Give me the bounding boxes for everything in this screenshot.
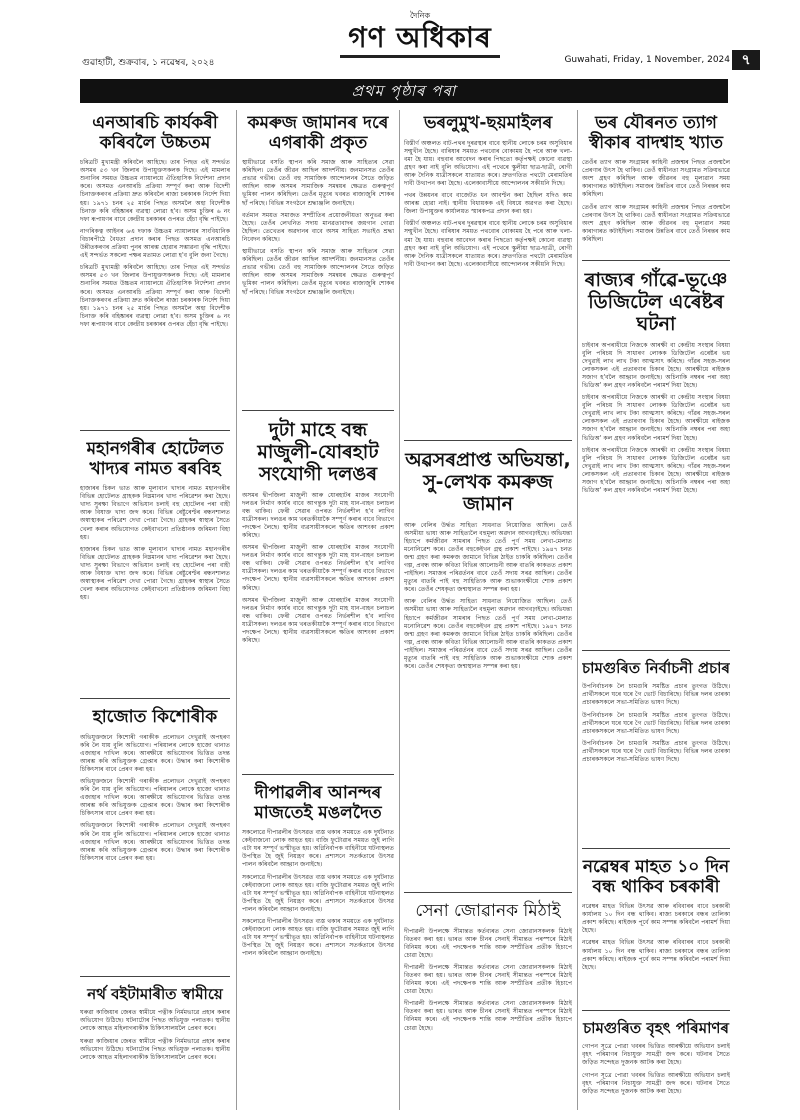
article-bharalumukh [404, 110, 572, 438]
headline-holidays[interactable]: নৱেম্বৰ মাহত ১০ দিন বন্ধ থাকিব চৰকাৰী [582, 857, 730, 897]
article-text: বৰ্তমান সময়ত সমাজত সম্প্ৰীতিৰ প্ৰয়োজনীয়তা অনুভৱ কৰা হৈছে। তেওঁৰ লেখনিত সদায় মানৱতাবাদৰ জয়গান গোৱা হৈছিল। তেখেতৰ অৱদানৰ বাবে অসম সাহিত্য সভাইও শ্ৰদ্ধা নিবেদন কৰিছে। [242, 211, 394, 243]
column-1 [80, 110, 230, 1110]
article-text: নৱেম্বৰ মাহত বিভিন্ন উৎসৱ আৰু ৰবিবাৰৰ বাবে চৰকাৰী কাৰ্যালয় ১০ দিন বন্ধ থাকিব। ৰাজ্য চৰকাৰে বন্ধৰ তালিকা প্ৰকাশ কৰিছে। ৰাইজক পূৰ্বে কাম সম্পন্ন কৰিবলৈ পৰামৰ্শ দিয়া হৈছে। [582, 903, 730, 935]
article-text: দীপাৱলী উপলক্ষে সীমান্তত কৰ্তব্যৰত সেনা জোৱানসকলক মিঠাই বিতৰণ কৰা হয়। ভাৰত আৰু চীনৰ সেনাই সীমান্তত পৰস্পৰে মিঠাই বিনিময় কৰে। এই পদক্ষেপক শান্তি আৰু সম্প্ৰীতিৰ প্ৰতীক হিচাপে চোৱা হৈছে। [404, 963, 572, 996]
headline-majuli-bridge[interactable]: দুটা মাহে বন্ধ মাজুলী-যোৰহাট সংযোগী দলঙৰ [257, 419, 379, 485]
column-rule [577, 110, 578, 1110]
headline-chamaguri-seizure[interactable]: চামগুৰিত বৃহৎ পৰিমাণৰ [583, 1019, 729, 1037]
article-text: দীপাৱলী উপলক্ষে সীমান্তত কৰ্তব্যৰত সেনা জোৱানসকলক মিঠাই বিতৰণ কৰা হয়। ভাৰত আৰু চীনৰ সেনাই সীমান্তত পৰস্পৰে মিঠাই বিনিময় কৰে। এই পদক্ষেপক শান্তি আৰু সম্প্ৰীতিৰ প্ৰতীক হিচাপে চোৱা হৈছে। [404, 927, 572, 959]
article-chamaguri-campaign [582, 656, 730, 846]
article-text: বিস্তীৰ্ণ অঞ্চলত বাট-পথৰ দুৰৱস্থাৰ বাবে স্থানীয় লোকে চৰম অসুবিধাৰ সন্মুখীন হৈছে। বাৰিষাৰ সময়ত পথবোৰ বোকাময় হৈ পৰে আৰু খলা-বমা হৈ যায়। বহুবাৰ আবেদন কৰাৰ পিছতো কৰ্তৃপক্ষই কোনো ব্যৱস্থা গ্ৰহণ কৰা নাই বুলি অভিযোগ। এই পথেৰে স্কুলীয়া ছাত্ৰ-ছাত্ৰী, ৰোগী আৰু দৈনিক যাত্ৰীসকলে যাতায়ত কৰে। দ্ৰুতগতিত পথটো মেৰামতিৰ দাবী উত্থাপন কৰা হৈছে। এলেকাবাসীয়ে আন্দোলনৰ সকীয়নি দিছে। [404, 139, 572, 188]
headline-hotel[interactable]: মহানগৰীৰ হোটেলত খাদ্যৰ নামত ৰৰবিহ [86, 439, 224, 479]
logo-main-text: গণ অধিকাৰ [348, 21, 492, 54]
masthead [0, 0, 800, 72]
divider [404, 440, 572, 441]
article-text: দীপাৱলী উপলক্ষে সীমান্তত কৰ্তব্যৰত সেনা জোৱানসকলক মিঠাই বিতৰণ কৰা হয়। ভাৰত আৰু চীনৰ সেনাই সীমান্তত পৰস্পৰে মিঠাই বিনিময় কৰে। এই পদক্ষেপক শান্তি আৰু সম্প্ৰীতিৰ প্ৰতীক হিচাপে চোৱা হৈছে। [404, 1000, 572, 1032]
column-rule [236, 110, 237, 1110]
article-text: অভিযুক্তজনে কিশোৰী গৰাকীক প্ৰলোভন দেখুৱাই অপহৰণ কৰি লৈ যায় বুলি অভিযোগ। পৰিয়ালৰ লোকে হাজো থানাত এজাহাৰ দাখিল কৰে। আৰক্ষীয়ে অভিযোগৰ ভিত্তিত তদন্ত আৰম্ভ কৰি অভিযুক্তক গ্ৰেপ্তাৰ কৰে। উদ্ধাৰ কৰা কিশোৰীক চিকিৎসাৰ বাবে প্ৰেৰণ কৰা হয়। [80, 822, 230, 862]
article-text: পথৰ উন্নয়নৰ বাবে বাজেটত ধন আবণ্টন কৰা হৈছিল যদিও কাম আৰম্ভ হোৱা নাই। স্থানীয় বিধায়কক এই বিষয়ে অৱগত কৰা হৈছে। জিলা উপায়ুক্তৰ কাৰ্যালয়ত স্মাৰকপত্ৰ প্ৰদান কৰা হয়। [404, 192, 572, 216]
article-text: চাইবাৰ অপৰাধীয়ে নিজকে আৰক্ষী বা কেন্দ্ৰীয় সংস্থাৰ বিষয়া বুলি পৰিচয় দি সাধাৰণ লোকক ডিজিটেল এৰেষ্টৰ ভয় দেখুৱাই লাখ লাখ টকা আত্মসাৎ কৰিছে। গাঁৱৰ সহজ-সৰল লোকসকল এই প্ৰতাৰণাৰ চিকাৰ হৈছে। আৰক্ষীয়ে ৰাইজক সজাগ হ'বলৈ আহ্বান জনাইছে। অচিনাকি নম্বৰৰ পৰা অহা ভিডিঅ' কল গ্ৰহণ নকৰিবলৈ পৰামৰ্শ দিয়া হৈছে। [582, 446, 730, 495]
article-text: আৰু বেলিৰ উৰ্দ্ধত সাহিত্য সাধনাত নিয়োজিত আছিল। তেওঁ অসমীয়া ভাষা আৰু সাহিত্যলৈ বহুমূল্য অৱদান আগবঢ়াইছে। অভিযন্তা হিচাপে কৰ্মজীৱন সামৰাৰ পিছত তেওঁ পূৰ্ণ সময় লেখা-মেলাত মনোনিৱেশ কৰে। তেওঁৰ বহুকেইখন গ্ৰন্থ প্ৰকাশ পাইছে। ১৯৪৭ চনত জন্ম গ্ৰহণ কৰা কমৰুজ জামানে বিভিন্ন ঠাইত চাকৰি কৰিছিল। তেওঁৰ গল্প, প্ৰবন্ধ আৰু কবিতা বিভিন্ন আলোচনী আৰু বাতৰি কাকতত প্ৰকাশ পাইছিল। সমাজৰ পৰিৱৰ্তনৰ বাবে তেওঁ সদায় সৰৱ আছিল। তেওঁৰ মৃত্যুৰ বাতৰি পাই বহু সাহিত্যিক আৰু শুভাকাংক্ষীয়ে শোক প্ৰকাশ কৰে। তেওঁৰ শেষকৃত্য জন্মস্থানত সম্পন্ন কৰা হয়। [404, 521, 572, 594]
article-text: নাগৰিকত্ব আইনৰ ৬এ দফাক উচ্চতম ন্যায়ালয়ৰ সাংবিধানিক বিচাৰপীঠে বৈধতা প্ৰদান কৰাৰ পিছত অসমত এনআৰচি উন্নীতকৰণৰ প্ৰক্ৰিয়া পুনৰ আৰম্ভ হোৱাৰ সম্ভাৱনা বৃদ্ধি পাইছে। এই সন্দৰ্ভত সকলো পক্ষৰ মতামত লোৱা হ'ব বুলি জনা গৈছে। [80, 227, 230, 260]
article-text: সকলোৱে দীপাৱলীৰ উৎসৱত ব্যস্ত থকাৰ সময়তে এক দুৰ্ঘটনাত কেইবাজনো লোক আহত হয়। বাজি ফুটোৱাৰ সময়ত জুই লাগি এটা ঘৰ সম্পূৰ্ণ ভস্মীভূত হয়। অগ্নিনিৰ্বাপক বাহিনীয়ে ঘটনাস্থলত উপস্থিত হৈ জুই নিয়ন্ত্ৰণ কৰে। প্ৰশাসনে সতৰ্কতাৰে উৎসৱ পালন কৰিবলৈ আহ্বান জনাইছে। [242, 873, 394, 913]
article-digital-arrest [582, 266, 730, 648]
article-text: নৱেম্বৰ মাহত বিভিন্ন উৎসৱ আৰু ৰবিবাৰৰ বাবে চৰকাৰী কাৰ্যালয় ১০ দিন বন্ধ থাকিব। ৰাজ্য চৰকাৰে বন্ধৰ তালিকা প্ৰকাশ কৰিছে। ৰাইজক পূৰ্বে কাম সম্পন্ন কৰিবলৈ পৰামৰ্শ দিয়া হৈছে। [582, 939, 730, 971]
article-text: হাজাৰৰ চিকন ভাত আৰু মূল্যবান খাদ্যৰ নামত মহানগৰীৰ বিভিন্ন হোটেলত গ্ৰাহকক নিম্নমানৰ খাদ্য পৰিৱেশন কৰা হৈছে। খাদ্য সুৰক্ষা বিভাগে অভিযান চলাই বহু হোটেলৰ পৰা বাহী আৰু বিষাক্ত খাদ্য জব্দ কৰে। বিভিন্ন ৰেষ্টুৰেণ্টৰ ৰন্ধনশালত অস্বাস্থ্যকৰ পৰিৱেশ দেখা পোৱা গৈছে। গ্ৰাহকৰ স্বাস্থ্যৰ সৈতে খেলা কৰাৰ অভিযোগত কেইবাখনো প্ৰতিষ্ঠানক জৰিমনা বিহা হয়। [80, 545, 230, 602]
section-banner: প্ৰথম পৃষ্ঠাৰ পৰা [80, 79, 728, 103]
article-diwali [242, 780, 394, 1110]
article-text: উপনিৰ্বাচনক লৈ চামগুৰি সমষ্টিত প্ৰচাৰ তুংগত উঠিছে। প্ৰাৰ্থীসকলে ঘৰে ঘৰে গৈ ভোট বিচাৰিছে। বিভিন্ন দলৰ তাৰকা প্ৰচাৰকসকলে সভা-সমিতিত ভাষণ দিছে। [582, 683, 730, 707]
article-text: গোপন সূত্ৰে পোৱা খবৰৰ ভিত্তিত আৰক্ষীয়ে অভিযান চলাই বৃহৎ পৰিমাণৰ নিচাযুক্ত সামগ্ৰী জব্দ কৰে। ঘটনাৰ সৈতে জড়িত সন্দেহত দুজনক আটক কৰা হৈছে। [582, 1071, 730, 1095]
article-text: স্থায়ীভাৱে বসতি স্থাপন কৰি সমাজ আৰু সাহিত্যৰ সেৱা কৰিছিল। তেওঁৰ জীৱন আছিল আদৰ্শনীয়। জনমানসত তেওঁৰ প্ৰভাৱ গভীৰ। তেওঁ বহু সামাজিক আন্দোলনৰ সৈতে জড়িত আছিল আৰু অসমৰ সামাজিক সমন্বয়ৰ ক্ষেত্ৰত গুৰুত্বপূৰ্ণ ভূমিকা পালন কৰিছিল। তেওঁৰ মৃত্যুৰ খবৰত ৰাজ্যজুৰি শোকৰ ছাঁ পৰিছে। বিভিন্ন সংগঠনে শ্ৰদ্ধাঞ্জলি জনাইছে। [242, 248, 394, 296]
divider [582, 1010, 730, 1011]
column-rule [399, 110, 400, 1110]
headline-hajo[interactable]: হাজোত কিশোৰীক [92, 707, 218, 727]
article-engineer [404, 446, 572, 890]
article-text: আৰু বেলিৰ উৰ্দ্ধত সাহিত্য সাধনাত নিয়োজিত আছিল। তেওঁ অসমীয়া ভাষা আৰু সাহিত্যলৈ বহুমূল্য অৱদান আগবঢ়াইছে। অভিযন্তা হিচাপে কৰ্মজীৱন সামৰাৰ পিছত তেওঁ পূৰ্ণ সময় লেখা-মেলাত মনোনিৱেশ কৰে। তেওঁৰ বহুকেইখন গ্ৰন্থ প্ৰকাশ পাইছে। ১৯৪৭ চনত জন্ম গ্ৰহণ কৰা কমৰুজ জামানে বিভিন্ন ঠাইত চাকৰি কৰিছিল। তেওঁৰ গল্প, প্ৰবন্ধ আৰু কবিতা বিভিন্ন আলোচনী আৰু বাতৰি কাকতত প্ৰকাশ পাইছিল। সমাজৰ পৰিৱৰ্তনৰ বাবে তেওঁ সদায় সৰৱ আছিল। তেওঁৰ মৃত্যুৰ বাতৰি পাই বহু সাহিত্যিক আৰু শুভাকাংক্ষীয়ে শোক প্ৰকাশ কৰে। তেওঁৰ শেষকৃত্য জন্মস্থানত সম্পন্ন কৰা হয়। [404, 598, 572, 671]
article-text: হাজাৰৰ চিকন ভাত আৰু মূল্যবান খাদ্যৰ নামত মহানগৰীৰ বিভিন্ন হোটেলত গ্ৰাহকক নিম্নমানৰ খাদ্য পৰিৱেশন কৰা হৈছে। খাদ্য সুৰক্ষা বিভাগে অভিযান চলাই বহু হোটেলৰ পৰা বাহী আৰু বিষাক্ত খাদ্য জব্দ কৰে। বিভিন্ন ৰেষ্টুৰেণ্টৰ ৰন্ধনশালত অস্বাস্থ্যকৰ পৰিৱেশ দেখা পোৱা গৈছে। গ্ৰাহকৰ স্বাস্থ্যৰ সৈতে খেলা কৰাৰ অভিযোগত কেইবাখনো প্ৰতিষ্ঠানক জৰিমনা বিহা হয়। [80, 485, 230, 541]
article-text: তেওঁৰ ত্যাগ আৰু সংগ্ৰামৰ কাহিনী প্ৰজন্মৰ পিছত প্ৰজন্মলৈ প্ৰেৰণাৰ উৎস হৈ থাকিব। তেওঁ স্বাধীনতা সংগ্ৰামত সক্ৰিয়ভাৱে অংশ গ্ৰহণ কৰিছিল আৰু জীৱনৰ বহু মূল্যৱান সময় কাৰাগাৰত কটাইছিল। সমাজৰ উন্নতিৰ বাবে তেওঁ নিৰন্তৰ কাম কৰিছিল। [582, 159, 730, 199]
article-sacrifice [582, 110, 730, 258]
article-text: স্থায়ীভাৱে বসতি স্থাপন কৰি সমাজ আৰু সাহিত্যৰ সেৱা কৰিছিল। তেওঁৰ জীৱন আছিল আদৰ্শনীয়। জনমানসত তেওঁৰ প্ৰভাৱ গভীৰ। তেওঁ বহু সামাজিক আন্দোলনৰ সৈতে জড়িত আছিল আৰু অসমৰ সামাজিক সমন্বয়ৰ ক্ষেত্ৰত গুৰুত্বপূৰ্ণ ভূমিকা পালন কৰিছিল। তেওঁৰ মৃত্যুৰ খবৰত ৰাজ্যজুৰি শোকৰ ছাঁ পৰিছে। বিভিন্ন সংগঠনে শ্ৰদ্ধাঞ্জলি জনাইছে। [242, 159, 394, 207]
article-text: সকলোৱে দীপাৱলীৰ উৎসৱত ব্যস্ত থকাৰ সময়তে এক দুৰ্ঘটনাত কেইবাজনো লোক আহত হয়। বাজি ফুটোৱাৰ সময়ত জুই লাগি এটা ঘৰ সম্পূৰ্ণ ভস্মীভূত হয়। অগ্নিনিৰ্বাপক বাহিনীয়ে ঘটনাস্থলত উপস্থিত হৈ জুই নিয়ন্ত্ৰণ কৰে। প্ৰশাসনে সতৰ্কতাৰে উৎসৱ পালন কৰিবলৈ আহ্বান জনাইছে। [242, 918, 394, 958]
article-army-sweets [404, 898, 572, 1110]
article-text: উপনিৰ্বাচনক লৈ চামগুৰি সমষ্টিত প্ৰচাৰ তুংগত উঠিছে। প্ৰাৰ্থীসকলে ঘৰে ঘৰে গৈ ভোট বিচাৰিছে। বিভিন্ন দলৰ তাৰকা প্ৰচাৰকসকলে সভা-সমিতিত ভাষণ দিছে। [582, 711, 730, 735]
article-text: চাইবাৰ অপৰাধীয়ে নিজকে আৰক্ষী বা কেন্দ্ৰীয় সংস্থাৰ বিষয়া বুলি পৰিচয় দি সাধাৰণ লোকক ডিজিটেল এৰেষ্টৰ ভয় দেখুৱাই লাখ লাখ টকা আত্মসাৎ কৰিছে। গাঁৱৰ সহজ-সৰল লোকসকল এই প্ৰতাৰণাৰ চিকাৰ হৈছে। আৰক্ষীয়ে ৰাইজক সজাগ হ'বলৈ আহ্বান জনাইছে। অচিনাকি নম্বৰৰ পৰা অহা ভিডিঅ' কল গ্ৰহণ নকৰিবলৈ পৰামৰ্শ দিয়া হৈছে। [582, 394, 730, 442]
divider [80, 430, 230, 431]
article-text: অভিযুক্তজনে কিশোৰী গৰাকীক প্ৰলোভন দেখুৱাই অপহৰণ কৰি লৈ যায় বুলি অভিযোগ। পৰিয়ালৰ লোকে হাজো থানাত এজাহাৰ দাখিল কৰে। আৰক্ষীয়ে অভিযোগৰ ভিত্তিত তদন্ত আৰম্ভ কৰি অভিযুক্তক গ্ৰেপ্তাৰ কৰে। উদ্ধাৰ কৰা কিশোৰীক চিকিৎসাৰ বাবে প্ৰেৰণ কৰা হয়। [80, 778, 230, 818]
headline-engineer[interactable]: অৱসৰপ্ৰাপ্ত অভিযন্তা, সু-লেখক কমৰুজ জামান [405, 449, 571, 515]
article-text: অসমৰ দ্বীপজিলা মাজুলী আৰু যোৰহাটৰ মাজৰ সংযোগী দলঙৰ নিৰ্মাণ কাৰ্যৰ বাবে আগন্তুক দুটা মাহ যান-বাহন চলাচল বন্ধ থাকিব। ফেৰী সেৱাৰ ওপৰত নিৰ্ভৰশীল হ'ব লাগিব যাত্ৰীসকল। দলঙৰ কাম খৰতকীয়াকৈ সম্পূৰ্ণ কৰাৰ বাবে বিভাগে পদক্ষেপ লৈছে। স্থানীয় ব্যৱসায়ীসকলে ক্ষতিৰ আশংকা প্ৰকাশ কৰিছে। [242, 491, 394, 539]
article-nrc [80, 110, 230, 428]
headline-kamruz[interactable]: কমৰুজ জামানৰ দৰে এগৰাকী প্ৰকৃত [247, 113, 389, 153]
headline-diwali[interactable]: দীপাৱলীৰ আনন্দৰ মাজতেই মঙলদৈত [254, 783, 382, 823]
article-text: ঘৰুৱা কাজিয়াৰ জেৰত স্বামীয়ে পত্নীক নিৰ্মমভাৱে প্ৰহাৰ কৰাৰ অভিযোগ উঠিছে। ঘটনাটোৰ পিছত অভিযুক্ত পলাতক। স্থানীয় লোকে আহত মহিলাগৰাকীক চিকিৎসালয়লৈ প্ৰেৰণ কৰে। [80, 1037, 230, 1061]
article-text: অসমৰ দ্বীপজিলা মাজুলী আৰু যোৰহাটৰ মাজৰ সংযোগী দলঙৰ নিৰ্মাণ কাৰ্যৰ বাবে আগন্তুক দুটা মাহ যান-বাহন চলাচল বন্ধ থাকিব। ফেৰী সেৱাৰ ওপৰত নিৰ্ভৰশীল হ'ব লাগিব যাত্ৰীসকল। দলঙৰ কাম খৰতকীয়াকৈ সম্পূৰ্ণ কৰাৰ বাবে বিভাগে পদক্ষেপ লৈছে। স্থানীয় ব্যৱসায়ীসকলে ক্ষতিৰ আশংকা প্ৰকাশ কৰিছে। [242, 596, 394, 645]
article-text: অভিযুক্তজনে কিশোৰী গৰাকীক প্ৰলোভন দেখুৱাই অপহৰণ কৰি লৈ যায় বুলি অভিযোগ। পৰিয়ালৰ লোকে হাজো থানাত এজাহাৰ দাখিল কৰে। আৰক্ষীয়ে অভিযোগৰ ভিত্তিত তদন্ত আৰম্ভ কৰি অভিযুক্তক গ্ৰেপ্তাৰ কৰে। উদ্ধাৰ কৰা কিশোৰীক চিকিৎসাৰ বাবে প্ৰেৰণ কৰা হয়। [80, 733, 230, 773]
newspaper-logo [340, 10, 500, 62]
divider [582, 260, 730, 261]
column-3 [404, 110, 572, 1110]
article-hotel [80, 436, 230, 694]
article-text: তেওঁৰ ত্যাগ আৰু সংগ্ৰামৰ কাহিনী প্ৰজন্মৰ পিছত প্ৰজন্মলৈ প্ৰেৰণাৰ উৎস হৈ থাকিব। তেওঁ স্বাধীনতা সংগ্ৰামত সক্ৰিয়ভাৱে অংশ গ্ৰহণ কৰিছিল আৰু জীৱনৰ বহু মূল্যৱান সময় কাৰাগাৰত কটাইছিল। সমাজৰ উন্নতিৰ বাবে তেওঁ নিৰন্তৰ কাম কৰিছিল। [582, 203, 730, 243]
article-hajo [80, 704, 230, 972]
headline-digital-arrest[interactable]: ৰাজ্যৰ গাঁৱে-ভূঞে ডিজিটেল এৰেষ্টৰ ঘটনা [584, 269, 728, 335]
article-text: সকলোৱে দীপাৱলীৰ উৎসৱত ব্যস্ত থকাৰ সময়তে এক দুৰ্ঘটনাত কেইবাজনো লোক আহত হয়। বাজি ফুটোৱাৰ সময়ত জুই লাগি এটা ঘৰ সম্পূৰ্ণ ভস্মীভূত হয়। অগ্নিনিৰ্বাপক বাহিনীয়ে ঘটনাস্থলত উপস্থিত হৈ জুই নিয়ন্ত্ৰণ কৰে। প্ৰশাসনে সতৰ্কতাৰে উৎসৱ পালন কৰিবলৈ আহ্বান জনাইছে। [242, 829, 394, 869]
headline-nrc[interactable]: এনআৰচি কাৰ্যকৰী কৰিবলৈ উচ্চতম [92, 113, 218, 153]
article-boitamari [80, 982, 230, 1110]
column-4 [582, 110, 730, 1110]
date-left: গুৱাহাটী, শুক্ৰবাৰ, ১ নৱেম্বৰ, ২০২৪ [82, 58, 215, 68]
date-right: Guwahati, Friday, 1 November, 2024 [564, 55, 730, 65]
logo-underline [340, 55, 500, 58]
headline-chamaguri-campaign[interactable]: চামগুৰিত নিৰ্বাচনী প্ৰচাৰ [582, 659, 730, 677]
divider [582, 650, 730, 651]
article-majuli-bridge [242, 416, 394, 772]
article-text: ঘৰুৱা কাজিয়াৰ জেৰত স্বামীয়ে পত্নীক নিৰ্মমভাৱে প্ৰহাৰ কৰাৰ অভিযোগ উঠিছে। ঘটনাটোৰ পিছত অভিযুক্ত পলাতক। স্থানীয় লোকে আহত মহিলাগৰাকীক চিকিৎসালয়লৈ প্ৰেৰণ কৰে। [80, 1009, 230, 1033]
divider [582, 848, 730, 849]
column-2 [242, 110, 394, 1110]
logo-small-text: দৈনিক [409, 11, 431, 20]
headline-sacrifice[interactable]: ভৰ যৌৰনত ত্যাগ স্বীকাৰ বাদশ্বাহ খ্যাত [588, 113, 724, 153]
divider [242, 774, 394, 775]
article-text: গোপন সূত্ৰে পোৱা খবৰৰ ভিত্তিত আৰক্ষীয়ে অভিযান চলাই বৃহৎ পৰিমাণৰ নিচাযুক্ত সামগ্ৰী জব্দ কৰে। ঘটনাৰ সৈতে জড়িত সন্দেহত দুজনক আটক কৰা হৈছে। [582, 1043, 730, 1067]
divider [80, 976, 230, 977]
article-kamruz [242, 110, 394, 408]
article-holidays [582, 854, 730, 1008]
article-text: বিস্তীৰ্ণ অঞ্চলত বাট-পথৰ দুৰৱস্থাৰ বাবে স্থানীয় লোকে চৰম অসুবিধাৰ সন্মুখীন হৈছে। বাৰিষাৰ সময়ত পথবোৰ বোকাময় হৈ পৰে আৰু খলা-বমা হৈ যায়। বহুবাৰ আবেদন কৰাৰ পিছতো কৰ্তৃপক্ষই কোনো ব্যৱস্থা গ্ৰহণ কৰা নাই বুলি অভিযোগ। এই পথেৰে স্কুলীয়া ছাত্ৰ-ছাত্ৰী, ৰোগী আৰু দৈনিক যাত্ৰীসকলে যাতায়ত কৰে। দ্ৰুতগতিত পথটো মেৰামতিৰ দাবী উত্থাপন কৰা হৈছে। এলেকাবাসীয়ে আন্দোলনৰ সকীয়নি দিছে। [404, 220, 572, 268]
article-text: উপনিৰ্বাচনক লৈ চামগুৰি সমষ্টিত প্ৰচাৰ তুংগত উঠিছে। প্ৰাৰ্থীসকলে ঘৰে ঘৰে গৈ ভোট বিচাৰিছে। বিভিন্ন দলৰ তাৰকা প্ৰচাৰকসকলে সভা-সমিতিত ভাষণ দিছে। [582, 739, 730, 763]
divider [80, 698, 230, 699]
article-text: চৰিত্ৰটি মুখ্যমন্ত্ৰী কৰিবলৈ আহিছে। তাৰ পিছত এই সন্দৰ্ভত অসমৰ ৫৩ খন জিলাৰ উপায়ুক্তসকলক দিছে। এই মামলাৰ শুনানিৰ সময়ত উচ্চতম ন্যায়ালয়ে ঐতিহাসিক নিৰ্দেশনা প্ৰদান কৰে। অসমত এনআৰচি প্ৰক্ৰিয়া সম্পূৰ্ণ কৰা আৰু বিদেশী চিনাক্তকৰণৰ প্ৰক্ৰিয়া দ্ৰুত কৰিবলৈ ৰাজ্য চৰকাৰক নিৰ্দেশ দিয়া হয়। ১৯৭১ চনৰ ২৫ মাৰ্চৰ পিছত অসমলৈ অহা বিদেশীক চিনাক্ত কৰি বহিষ্কাৰৰ ব্যৱস্থা লোৱা হ'ব। অসম চুক্তিৰ ৬ নং দফা ৰূপায়ণৰ বাবে কেন্দ্ৰীয় চৰকাৰৰ ওপৰত হেঁচা বৃদ্ধি পাইছে। [80, 264, 230, 328]
divider [404, 892, 572, 893]
article-text: অসমৰ দ্বীপজিলা মাজুলী আৰু যোৰহাটৰ মাজৰ সংযোগী দলঙৰ নিৰ্মাণ কাৰ্যৰ বাবে আগন্তুক দুটা মাহ যান-বাহন চলাচল বন্ধ থাকিব। ফেৰী সেৱাৰ ওপৰত নিৰ্ভৰশীল হ'ব লাগিব যাত্ৰীসকল। দলঙৰ কাম খৰতকীয়াকৈ সম্পূৰ্ণ কৰাৰ বাবে বিভাগে পদক্ষেপ লৈছে। স্থানীয় ব্যৱসায়ীসকলে ক্ষতিৰ আশংকা প্ৰকাশ কৰিছে। [242, 544, 394, 592]
headline-bharalumukh[interactable]: ভৰলুমুখ-ছয়মাইলৰ [423, 113, 553, 133]
divider [242, 410, 394, 411]
article-text: চৰিত্ৰটি মুখ্যমন্ত্ৰী কৰিবলৈ আহিছে। তাৰ পিছত এই সন্দৰ্ভত অসমৰ ৫৩ খন জিলাৰ উপায়ুক্তসকলক দিছে। এই মামলাৰ শুনানিৰ সময়ত উচ্চতম ন্যায়ালয়ে ঐতিহাসিক নিৰ্দেশনা প্ৰদান কৰে। অসমত এনআৰচি প্ৰক্ৰিয়া সম্পূৰ্ণ কৰা আৰু বিদেশী চিনাক্তকৰণৰ প্ৰক্ৰিয়া দ্ৰুত কৰিবলৈ ৰাজ্য চৰকাৰক নিৰ্দেশ দিয়া হয়। ১৯৭১ চনৰ ২৫ মাৰ্চৰ পিছত অসমলৈ অহা বিদেশীক চিনাক্ত কৰি বহিষ্কাৰৰ ব্যৱস্থা লোৱা হ'ব। অসম চুক্তিৰ ৬ নং দফা ৰূপায়ণৰ বাবে কেন্দ্ৰীয় চৰকাৰৰ ওপৰত হেঁচা বৃদ্ধি পাইছে। [80, 159, 230, 223]
article-text: চাইবাৰ অপৰাধীয়ে নিজকে আৰক্ষী বা কেন্দ্ৰীয় সংস্থাৰ বিষয়া বুলি পৰিচয় দি সাধাৰণ লোকক ডিজিটেল এৰেষ্টৰ ভয় দেখুৱাই লাখ লাখ টকা আত্মসাৎ কৰিছে। গাঁৱৰ সহজ-সৰল লোকসকল এই প্ৰতাৰণাৰ চিকাৰ হৈছে। আৰক্ষীয়ে ৰাইজক সজাগ হ'বলৈ আহ্বান জনাইছে। অচিনাকি নম্বৰৰ পৰা অহা ভিডিঅ' কল গ্ৰহণ নকৰিবলৈ পৰামৰ্শ দিয়া হৈছে। [582, 341, 730, 389]
article-chamaguri-seizure [582, 1016, 730, 1110]
headline-boitamari[interactable]: নৰ্থ বইটামাৰীত স্বামীয়ে [87, 985, 223, 1003]
page-number: ৭ [732, 50, 760, 70]
headline-army-sweets[interactable]: সেনা জোৱানক মিঠাই [415, 901, 561, 921]
